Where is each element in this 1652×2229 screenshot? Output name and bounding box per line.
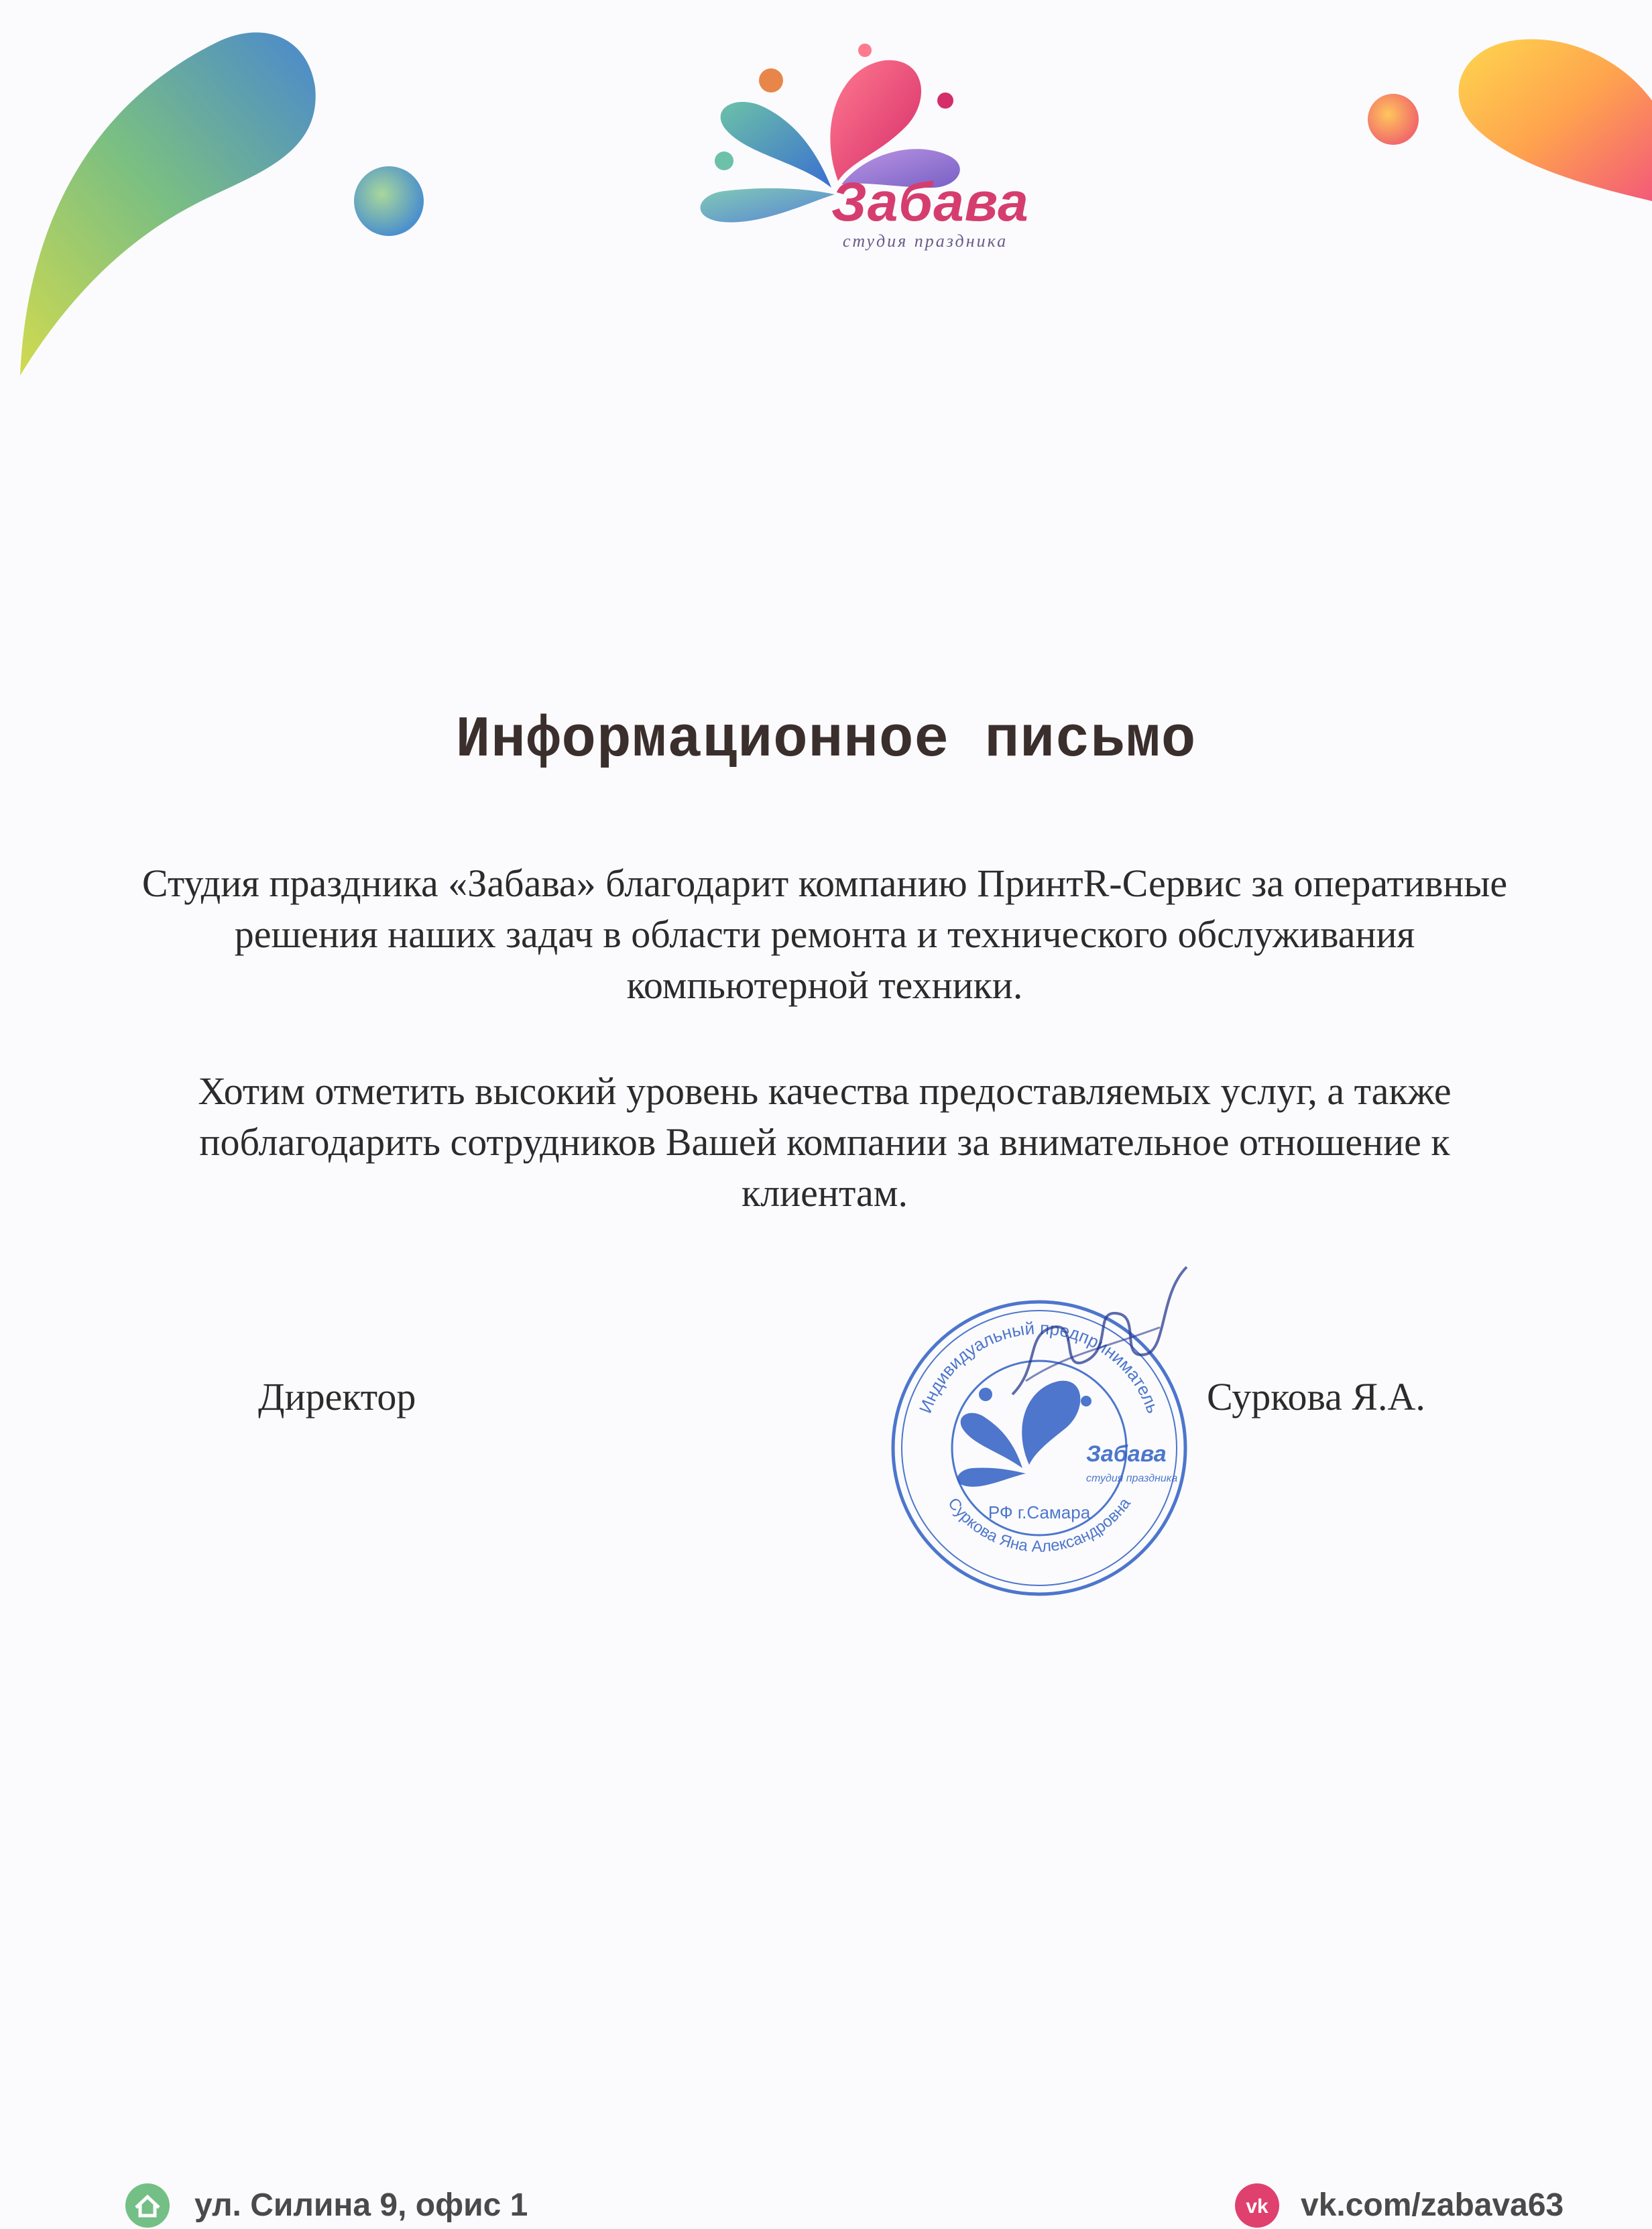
svg-text:РФ г.Самара: РФ г.Самара bbox=[988, 1502, 1091, 1522]
right-swirl bbox=[1459, 39, 1652, 201]
handwritten-signature bbox=[986, 1254, 1200, 1428]
footer-vk-link[interactable]: vk.com/zabava63 bbox=[1301, 2187, 1564, 2223]
body-paragraph-1: Студия праздника «Забава» благодарит компанию ПринтR-Сервис за оперативные решения наших задач в области ремонта и технического обслуживания компьютерной техники. bbox=[141, 861, 1508, 1007]
home-icon bbox=[124, 2182, 171, 2229]
vk-icon bbox=[1234, 2182, 1281, 2229]
svg-text:Забава: Забава bbox=[1086, 1441, 1167, 1467]
left-bubble bbox=[354, 166, 424, 236]
left-swirl bbox=[20, 32, 316, 375]
svg-text:Суркова Яна Александровна: Суркова Яна Александровна bbox=[944, 1494, 1134, 1556]
svg-text:Индивидуальный предприниматель: Индивидуальный предприниматель bbox=[914, 1317, 1164, 1416]
signature-position: Директор bbox=[258, 1375, 416, 1419]
svg-text:студия праздника: студия праздника bbox=[1086, 1473, 1178, 1484]
svg-text:vk: vk bbox=[1246, 2195, 1268, 2218]
logo-subtitle: студия праздника bbox=[842, 231, 1008, 251]
logo-wordmark: Забава bbox=[831, 172, 1029, 233]
right-bubble bbox=[1368, 94, 1419, 145]
body-paragraph-2: Хотим отметить высокий уровень качества предоставляемых услуг, а также поблагодарить сотрудников Вашей компании за внимательное отношение к клиентам. bbox=[198, 1069, 1452, 1215]
document-title: Информационное письмо bbox=[455, 707, 1197, 773]
footer-address: ул. Силина 9, офис 1 bbox=[194, 2187, 528, 2223]
signatory-name: Суркова Я.А. bbox=[1207, 1375, 1425, 1419]
